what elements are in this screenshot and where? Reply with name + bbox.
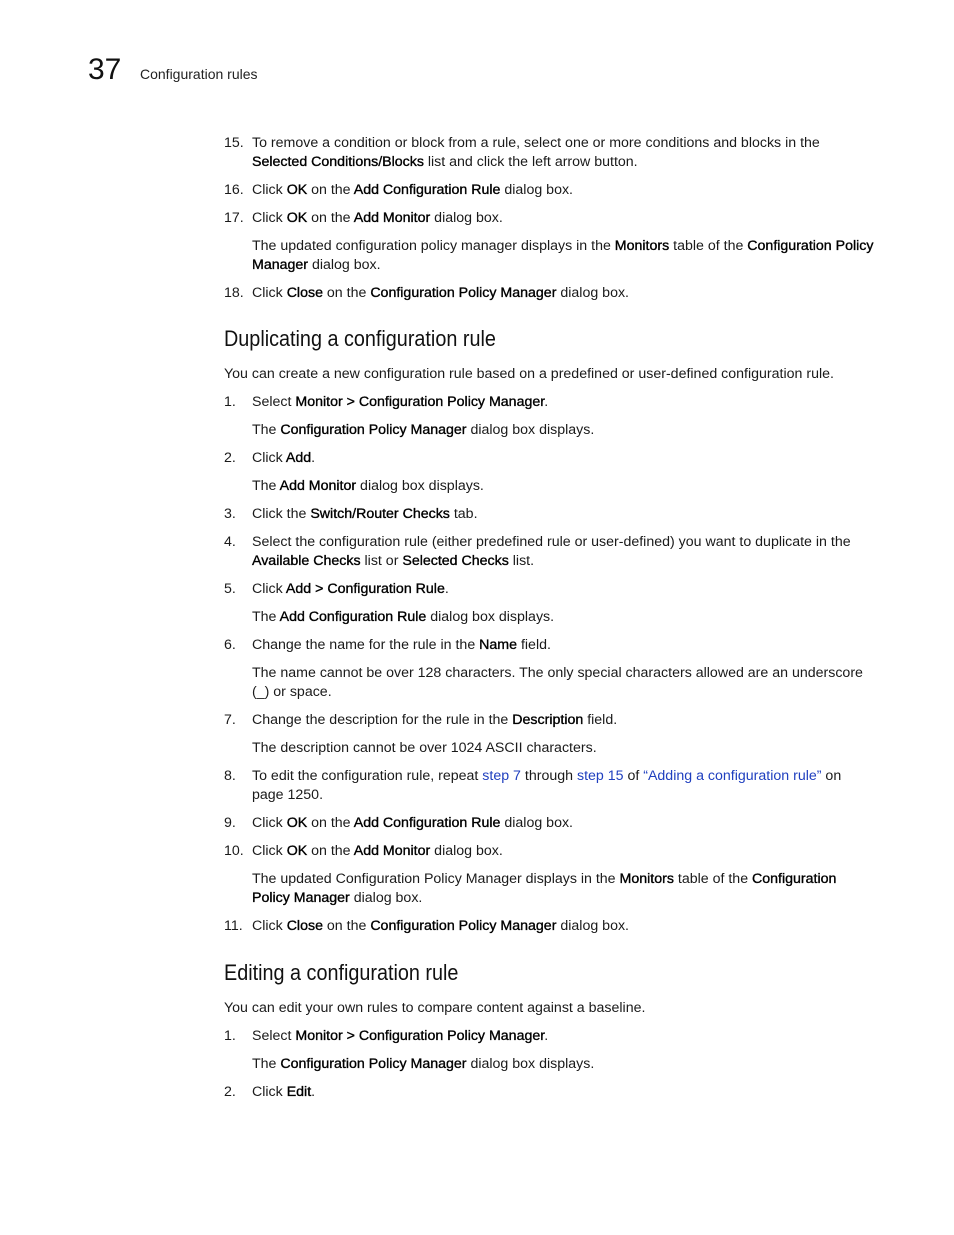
- dup-step-1-note: [224, 421, 874, 440]
- step-text: on the: [307, 182, 354, 198]
- ui-term: OK: [286, 182, 308, 198]
- dup-step-7: [224, 711, 874, 730]
- step-text: Click: [252, 210, 287, 226]
- step-text: field.: [583, 712, 618, 728]
- ui-term: Monitors: [619, 871, 674, 887]
- step-text: list or: [360, 553, 403, 569]
- step-number: 2.: [224, 450, 236, 466]
- step-number: 17.: [224, 210, 244, 226]
- step-text: list.: [508, 553, 535, 569]
- ui-term: Add > Configuration Rule: [285, 581, 445, 597]
- step-text: .: [544, 1028, 549, 1044]
- note-text: dialog box displays.: [466, 1056, 595, 1072]
- step-16: [224, 181, 874, 200]
- step-text: on the: [322, 918, 371, 934]
- note-text: The: [252, 478, 280, 494]
- step-17: [224, 209, 874, 228]
- step-number: 6.: [224, 637, 236, 653]
- ui-term: Edit: [286, 1084, 312, 1100]
- dup-step-6-note: The name cannot be over 128 characters. The only special characters allowed are an underscore (_) or space.: [252, 665, 863, 700]
- step-text: on page 1250.: [252, 768, 842, 803]
- ui-term: Add Monitor: [353, 210, 431, 226]
- ui-term: OK: [286, 210, 308, 226]
- step-text: tab.: [449, 506, 478, 522]
- dup-step-11: [224, 917, 874, 936]
- step-text: dialog box.: [430, 210, 503, 226]
- step-15: [224, 134, 874, 172]
- note-text: table of the: [669, 238, 748, 254]
- step-text: dialog box.: [500, 815, 574, 831]
- ui-term: Add Monitor: [353, 843, 431, 859]
- step-number: 1.: [224, 1028, 236, 1044]
- dup-step-3: [224, 505, 874, 524]
- step-number: 1.: [224, 394, 236, 410]
- step-text: on the: [307, 843, 354, 859]
- ui-term: Selected Checks: [402, 553, 509, 569]
- ui-term: Add Configuration Rule: [279, 609, 427, 625]
- edit-step-2: [224, 1083, 874, 1102]
- step-text: Click: [252, 182, 287, 198]
- step-number: 5.: [224, 581, 236, 597]
- step-text: on the: [322, 285, 371, 301]
- step-text: dialog box.: [556, 285, 630, 301]
- note-text: The: [252, 1056, 281, 1072]
- dup-step-9: [224, 814, 874, 833]
- dup-step-6: [224, 636, 874, 655]
- step-text: Click: [252, 450, 286, 466]
- step-number: 7.: [224, 712, 236, 728]
- step-text: To edit the configuration rule, repeat: [252, 768, 483, 784]
- section-intro: You can create a new configuration rule based on a predefined or user-defined configuration rule.: [224, 366, 834, 382]
- step-text: on the: [307, 210, 354, 226]
- note-text: table of the: [673, 871, 753, 887]
- dup-step-2-note: [224, 477, 874, 496]
- step-text: dialog box.: [556, 918, 630, 934]
- step-text: Click: [252, 918, 287, 934]
- step-number: 2.: [224, 1084, 236, 1100]
- dup-step-4: [224, 533, 874, 571]
- ui-term: Add Monitor: [279, 478, 357, 494]
- dup-step-8: [224, 767, 874, 805]
- step-text: To remove a condition or block from a rule, select one or more conditions and blocks in the: [252, 135, 820, 151]
- ui-term: Configuration Policy Manager: [280, 1056, 467, 1072]
- ui-term: Switch/Router Checks: [310, 506, 450, 522]
- section-heading-editing: Editing a configuration rule: [224, 960, 459, 985]
- step-text: list and click the left arrow button.: [423, 154, 638, 170]
- step-text: field.: [517, 637, 551, 653]
- step-18: [224, 284, 874, 303]
- ui-term: OK: [286, 843, 308, 859]
- edit-step-1: [224, 1027, 874, 1046]
- step-text: Select the configuration rule (either predefined rule or user-defined) you want to duplicate in the: [252, 534, 851, 550]
- step-text: Change the name for the rule in the: [252, 637, 480, 653]
- step-text: .: [444, 581, 449, 597]
- step-number: 9.: [224, 815, 236, 831]
- dup-step-7-note: The description cannot be over 1024 ASCII characters.: [252, 740, 597, 756]
- step-15-link[interactable]: step 15: [576, 768, 624, 784]
- ui-term: Close: [286, 918, 323, 934]
- step-number: 16.: [224, 182, 244, 198]
- ui-term: Configuration Policy Manager: [252, 238, 874, 273]
- note-text: The updated Configuration Policy Manager displays in the: [252, 871, 620, 887]
- step-7-link[interactable]: step 7: [482, 768, 521, 784]
- step-text: on the: [307, 815, 354, 831]
- step-number: 8.: [224, 768, 236, 784]
- ui-term: Monitors: [614, 238, 670, 254]
- dup-step-5-note: [224, 608, 874, 627]
- ui-term: Name: [479, 637, 518, 653]
- ui-term: Description: [512, 712, 584, 728]
- step-text: Click: [252, 285, 287, 301]
- ui-term: Add Configuration Rule: [353, 815, 501, 831]
- ui-term: Available Checks: [252, 553, 361, 569]
- dup-step-10: [224, 842, 874, 861]
- note-text: The: [252, 609, 280, 625]
- ui-term: Close: [286, 285, 323, 301]
- ui-term: Add Configuration Rule: [353, 182, 501, 198]
- note-text: dialog box displays.: [356, 478, 484, 494]
- ui-term: Monitor > Configuration Policy Manager: [295, 1028, 545, 1044]
- chapter-title: Configuration rules: [140, 66, 258, 82]
- step-text: Change the description for the rule in the: [252, 712, 513, 728]
- step-text: dialog box.: [430, 843, 503, 859]
- step-number: 3.: [224, 506, 236, 522]
- step-text: dialog box.: [500, 182, 574, 198]
- step-text: Click: [252, 581, 286, 597]
- ui-term: Add: [285, 450, 312, 466]
- adding-configuration-rule-link[interactable]: “Adding a configuration rule”: [643, 768, 822, 784]
- step-text: through: [520, 768, 577, 784]
- step-text: Click: [252, 843, 287, 859]
- ui-term: Configuration Policy Manager: [370, 285, 557, 301]
- ui-term: OK: [286, 815, 308, 831]
- note-text: dialog box.: [308, 257, 381, 273]
- note-text: dialog box displays.: [426, 609, 555, 625]
- step-number: 11.: [224, 918, 243, 934]
- edit-step-1-note: [224, 1055, 874, 1074]
- note-text: dialog box displays.: [466, 422, 595, 438]
- step-17-note: [224, 237, 874, 275]
- note-text: The updated configuration policy manager displays in the: [252, 238, 615, 254]
- dup-step-5: [224, 580, 874, 599]
- step-number: 10.: [224, 843, 244, 859]
- step-text: Select: [252, 1028, 296, 1044]
- chapter-number: 37: [88, 53, 122, 86]
- note-text: The: [252, 422, 281, 438]
- dup-step-10-note: [224, 870, 874, 908]
- step-text: .: [311, 450, 316, 466]
- step-text: Click: [252, 815, 287, 831]
- step-text: of: [623, 768, 644, 784]
- ui-term: Configuration Policy Manager: [252, 871, 837, 906]
- step-number: 18.: [224, 285, 244, 301]
- step-number: 15.: [224, 135, 244, 151]
- section-intro: You can edit your own rules to compare content against a baseline.: [224, 1000, 646, 1016]
- ui-term: Monitor > Configuration Policy Manager: [295, 394, 545, 410]
- note-text: dialog box.: [349, 890, 423, 906]
- ui-term: Configuration Policy Manager: [370, 918, 557, 934]
- ui-term: Selected Conditions/Blocks: [252, 154, 424, 170]
- step-number: 4.: [224, 534, 236, 550]
- dup-step-2: [224, 449, 874, 468]
- step-text: Click the: [252, 506, 311, 522]
- step-text: Click: [252, 1084, 287, 1100]
- step-text: Select: [252, 394, 296, 410]
- section-heading-duplicating: Duplicating a configuration rule: [224, 326, 496, 351]
- step-text: .: [311, 1084, 316, 1100]
- page-content: [224, 134, 874, 1111]
- step-text: .: [544, 394, 549, 410]
- ui-term: Configuration Policy Manager: [280, 422, 467, 438]
- dup-step-1: [224, 393, 874, 412]
